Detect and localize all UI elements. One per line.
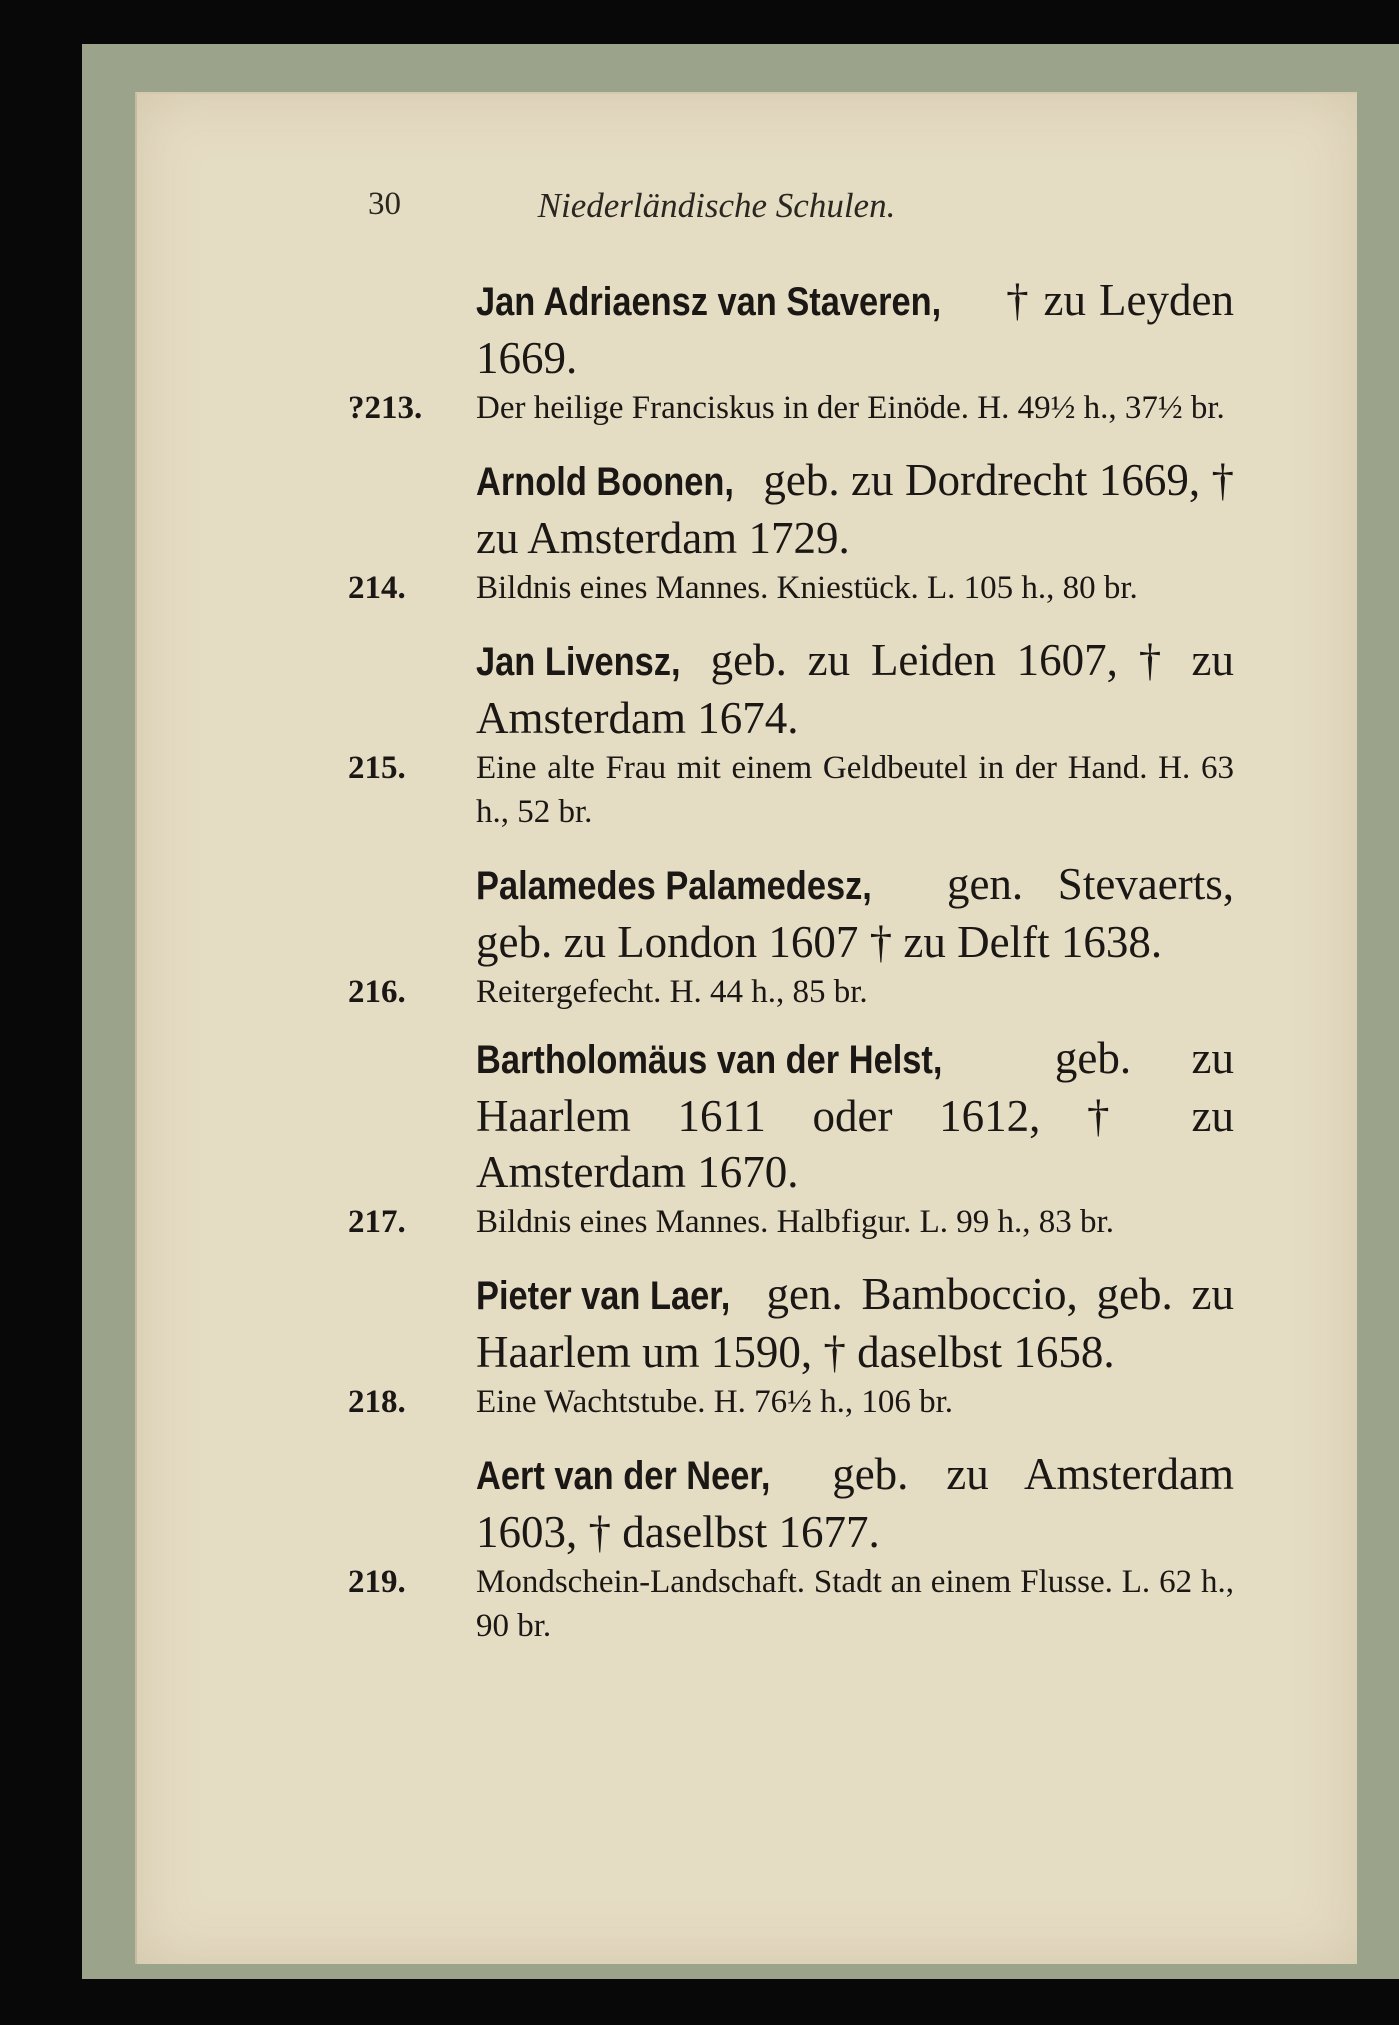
item-number: 217. xyxy=(348,1204,406,1240)
item-description: Reitergefecht. H. 44 h., 85 br. xyxy=(476,974,868,1010)
artist-info: geb. zu Haarlem 1611 oder 1612, † zu Amsterdam 1670. xyxy=(476,1033,1235,1197)
artist-heading xyxy=(476,1030,1234,1200)
artist-heading xyxy=(476,632,1234,746)
running-head: Niederländische Schulen. xyxy=(537,186,896,225)
artist-info: gen. Stevaerts, geb. zu London 1607 † zu Delft 1638. xyxy=(476,859,1235,967)
artist-info: geb. zu Amsterdam 1603, † daselbst 1677. xyxy=(476,1449,1234,1557)
item-description: Eine alte Frau mit einem Geldbeutel in der Hand. H. 63 h., 52 br. xyxy=(476,750,1234,830)
artist-heading xyxy=(476,272,1234,386)
artist-heading xyxy=(476,452,1234,566)
catalogue-item xyxy=(348,746,1234,834)
artist-name: Jan Adriaensz van Staveren, xyxy=(476,280,942,324)
page-number: 30 xyxy=(368,186,401,222)
catalogue-item xyxy=(348,1200,1234,1244)
item-number: 216. xyxy=(348,974,406,1010)
artist-info: geb. zu Leiden 1607, † zu Amsterdam 1674. xyxy=(476,635,1235,743)
item-description: Bildnis eines Mannes. Halbfigur. L. 99 h., 83 br. xyxy=(476,1204,1114,1240)
catalogue-item xyxy=(348,386,1234,430)
item-description: Mondschein-Landschaft. Stadt an einem Flusse. L. 62 h., 90 br. xyxy=(476,1564,1234,1644)
catalogue-item xyxy=(348,1380,1234,1424)
item-number: 215. xyxy=(348,750,406,786)
catalogue-item xyxy=(348,566,1234,610)
artist-heading xyxy=(476,856,1234,970)
item-description: Bildnis eines Mannes. Kniestück. L. 105 h., 80 br. xyxy=(476,570,1138,606)
item-number: 214. xyxy=(348,570,406,606)
artist-name: Aert van der Neer, xyxy=(476,1454,771,1498)
item-description: Eine Wachtstube. H. 76½ h., 106 br. xyxy=(476,1384,954,1420)
artist-heading xyxy=(476,1266,1234,1380)
item-number: 219. xyxy=(348,1564,406,1600)
artist-info: † zu Leyden 1669. xyxy=(476,275,1234,383)
item-description: Der heilige Franciskus in der Einöde. H. 49½ h., 37½ br. xyxy=(476,390,1225,426)
artist-info: geb. zu Dordrecht 1669, † zu Amsterdam 1729. xyxy=(476,455,1234,563)
artist-name: Palamedes Palamedesz, xyxy=(476,864,872,908)
artist-heading xyxy=(476,1446,1234,1560)
artist-name: Bartholomäus van der Helst, xyxy=(476,1038,943,1082)
catalogue-item xyxy=(348,1560,1234,1648)
artist-name: Pieter van Laer, xyxy=(476,1274,731,1318)
artist-name: Jan Livensz, xyxy=(476,640,681,684)
artist-info: gen. Bamboccio, geb. zu Haarlem um 1590, † daselbst 1658. xyxy=(476,1269,1235,1377)
catalogue-item xyxy=(348,970,1234,1014)
catalogue-entries xyxy=(348,272,1235,1670)
artist-name: Arnold Boonen, xyxy=(476,460,734,504)
item-number: 218. xyxy=(348,1384,406,1420)
item-number: ?213. xyxy=(348,390,423,426)
